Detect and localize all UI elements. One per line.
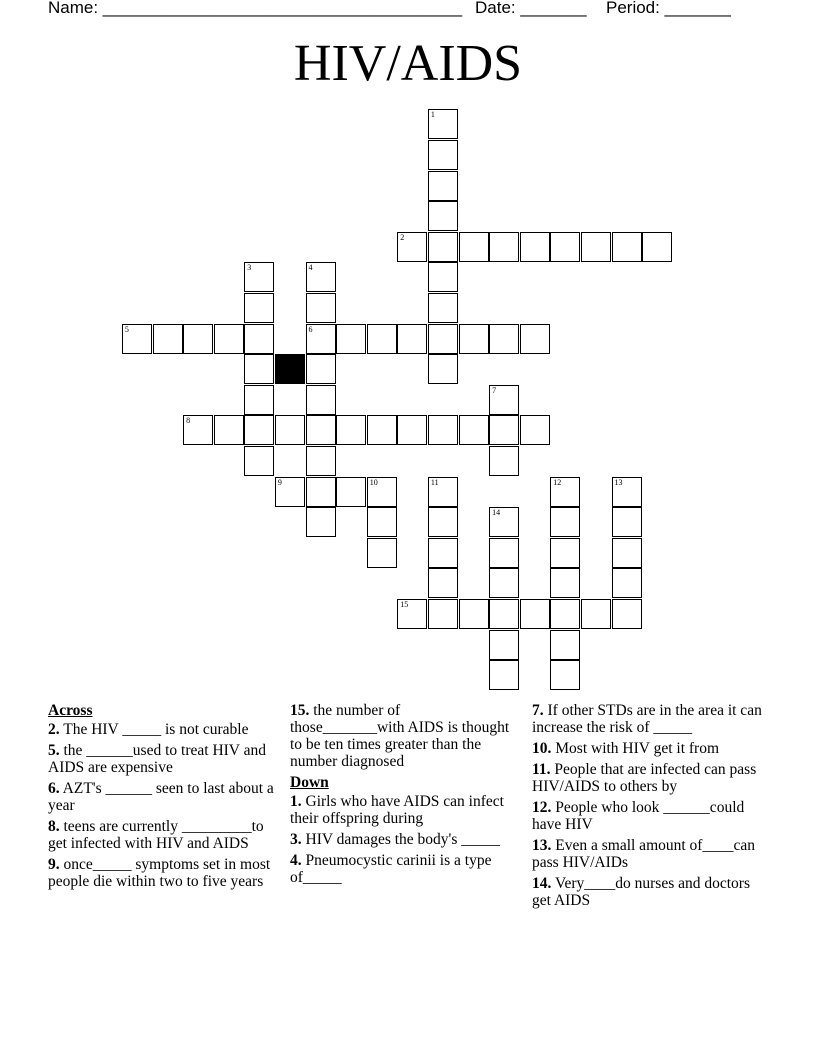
puzzle-title: HIV/AIDS (293, 35, 523, 92)
grid-cell[interactable] (428, 324, 458, 354)
grid-cell[interactable] (550, 630, 580, 660)
grid-cell[interactable] (367, 477, 397, 507)
grid-cell[interactable] (428, 599, 458, 629)
grid-cell[interactable] (244, 446, 274, 476)
grid-cell[interactable] (306, 354, 336, 384)
grid-cell[interactable] (489, 507, 519, 537)
clue-across-15: 15. the number of those_______with AIDS is thought to be ten times greater than the number diagnosed (290, 702, 510, 770)
grid-cell[interactable] (428, 171, 458, 201)
name-field-label: Name: ______________________________________ (48, 0, 463, 17)
grid-cell[interactable] (489, 599, 519, 629)
grid-cell[interactable] (183, 324, 213, 354)
period-field-label: Period: _______ (606, 0, 731, 17)
cell-number: 12 (553, 477, 562, 487)
grid-cell[interactable] (612, 538, 642, 568)
grid-cell[interactable] (306, 446, 336, 476)
grid-cell[interactable] (550, 477, 580, 507)
grid-cell[interactable] (306, 262, 336, 292)
grid-cell[interactable] (275, 477, 305, 507)
clue-across-2: 2. The HIV _____ is not curable (48, 721, 249, 738)
grid-cell[interactable] (183, 415, 213, 445)
grid-cell[interactable] (459, 599, 489, 629)
cell-number: 2 (400, 232, 405, 242)
grid-cell[interactable] (367, 538, 397, 568)
grid-cell[interactable] (489, 232, 519, 262)
grid-cell[interactable] (520, 599, 550, 629)
clue-down-12: 12. People who look ______could have HIV (532, 799, 745, 833)
grid-cell[interactable] (428, 477, 458, 507)
cell-number: 6 (308, 324, 313, 334)
grid-cell[interactable] (428, 109, 458, 139)
grid-cell[interactable] (550, 232, 580, 262)
grid-cell[interactable] (306, 415, 336, 445)
grid-cell[interactable] (520, 324, 550, 354)
grid-cell[interactable] (306, 385, 336, 415)
clue-column-2 (290, 702, 515, 890)
clue-across-8: 8. teens are currently _________to get infected with HIV and AIDS (48, 818, 264, 852)
grid-cell[interactable] (550, 599, 580, 629)
grid-cell[interactable] (244, 385, 274, 415)
grid-cell[interactable] (459, 324, 489, 354)
grid-cell[interactable] (550, 568, 580, 598)
grid-cell[interactable] (336, 324, 366, 354)
grid-cell[interactable] (336, 415, 366, 445)
grid-cell[interactable] (459, 232, 489, 262)
cell-number: 10 (369, 477, 378, 487)
grid-cell[interactable] (550, 507, 580, 537)
cell-number: 14 (492, 508, 501, 518)
cell-number: 11 (430, 477, 439, 487)
down-heading: Down (290, 774, 329, 791)
grid-cell[interactable] (428, 232, 458, 262)
grid-cell[interactable] (581, 232, 611, 262)
grid-cell[interactable] (275, 415, 305, 445)
grid-cell[interactable] (397, 599, 427, 629)
grid-cell[interactable] (244, 262, 274, 292)
grid-cell[interactable] (428, 293, 458, 323)
clue-down-3: 3. HIV damages the body's _____ (290, 831, 501, 848)
grid-cell[interactable] (489, 324, 519, 354)
grid-cell[interactable] (367, 324, 397, 354)
clue-across-9: 9. once_____ symptoms set in most people die within two to five years (48, 856, 271, 890)
cell-number: 15 (400, 599, 409, 609)
grid-cell[interactable] (428, 262, 458, 292)
grid-cell[interactable] (489, 446, 519, 476)
grid-cell[interactable] (367, 415, 397, 445)
grid-cell[interactable] (367, 507, 397, 537)
grid-cell[interactable] (428, 201, 458, 231)
grid-cell[interactable] (244, 293, 274, 323)
cell-number: 8 (186, 416, 191, 426)
grid-cell[interactable] (550, 538, 580, 568)
cell-number: 5 (124, 324, 129, 334)
clue-down-7: 7. If other STDs are in the area it can increase the risk of _____ (532, 702, 762, 736)
clue-down-14: 14. Very____do nurses and doctors get AIDS (532, 875, 750, 909)
grid-cell[interactable] (397, 324, 427, 354)
grid-cell[interactable] (489, 660, 519, 690)
grid-cell[interactable] (153, 324, 183, 354)
grid-cell[interactable] (642, 232, 672, 262)
grid-cell[interactable] (244, 324, 274, 354)
clue-column-1 (48, 702, 276, 894)
grid-cell[interactable] (397, 415, 427, 445)
grid-block-cell (275, 354, 305, 384)
grid-cell[interactable] (581, 599, 611, 629)
cell-number: 3 (247, 263, 252, 273)
grid-cell[interactable] (306, 324, 336, 354)
grid-cell[interactable] (336, 477, 366, 507)
grid-cell[interactable] (428, 507, 458, 537)
grid-cell[interactable] (428, 568, 458, 598)
grid-cell[interactable] (428, 140, 458, 170)
date-field-label: Date: _______ (475, 0, 587, 17)
cell-number: 4 (308, 263, 313, 273)
grid-cell[interactable] (122, 324, 152, 354)
clue-down-4: 4. Pneumocystic carinii is a type of_____ (290, 852, 492, 886)
clue-down-11: 11. People that are infected can pass HIV/AIDS to others by (532, 761, 757, 795)
grid-cell[interactable] (306, 293, 336, 323)
grid-cell[interactable] (489, 385, 519, 415)
grid-cell[interactable] (459, 415, 489, 445)
grid-cell[interactable] (489, 630, 519, 660)
grid-cell[interactable] (612, 507, 642, 537)
grid-cell[interactable] (489, 538, 519, 568)
cell-number: 13 (614, 477, 623, 487)
cell-number: 1 (430, 110, 435, 120)
grid-cell[interactable] (306, 477, 336, 507)
grid-cell[interactable] (214, 324, 244, 354)
grid-cell[interactable] (244, 415, 274, 445)
grid-cell[interactable] (489, 568, 519, 598)
grid-cell[interactable] (550, 660, 580, 690)
clue-column-3 (532, 702, 772, 913)
grid-cell[interactable] (428, 415, 458, 445)
clue-across-6: 6. AZT's ______ seen to last about a year (48, 780, 274, 814)
clue-across-5: 5. the ______used to treat HIV and AIDS are expensive (48, 742, 266, 776)
grid-cell[interactable] (612, 477, 642, 507)
grid-cell[interactable] (428, 354, 458, 384)
grid-cell[interactable] (214, 415, 244, 445)
grid-cell[interactable] (612, 232, 642, 262)
grid-cell[interactable] (520, 232, 550, 262)
grid-cell[interactable] (244, 354, 274, 384)
grid-cell[interactable] (428, 538, 458, 568)
grid-cell[interactable] (612, 599, 642, 629)
grid-cell[interactable] (489, 415, 519, 445)
clue-down-10: 10. Most with HIV get it from (532, 740, 719, 757)
grid-cell[interactable] (397, 232, 427, 262)
grid-cell[interactable] (520, 415, 550, 445)
cell-number: 9 (277, 477, 282, 487)
clue-down-13: 13. Even a small amount of____can pass HIV/AIDs (532, 837, 755, 871)
cell-number: 7 (492, 385, 497, 395)
across-heading: Across (48, 702, 93, 719)
clue-down-1: 1. Girls who have AIDS can infect their offspring during (290, 793, 504, 827)
grid-cell[interactable] (612, 568, 642, 598)
grid-cell[interactable] (306, 507, 336, 537)
